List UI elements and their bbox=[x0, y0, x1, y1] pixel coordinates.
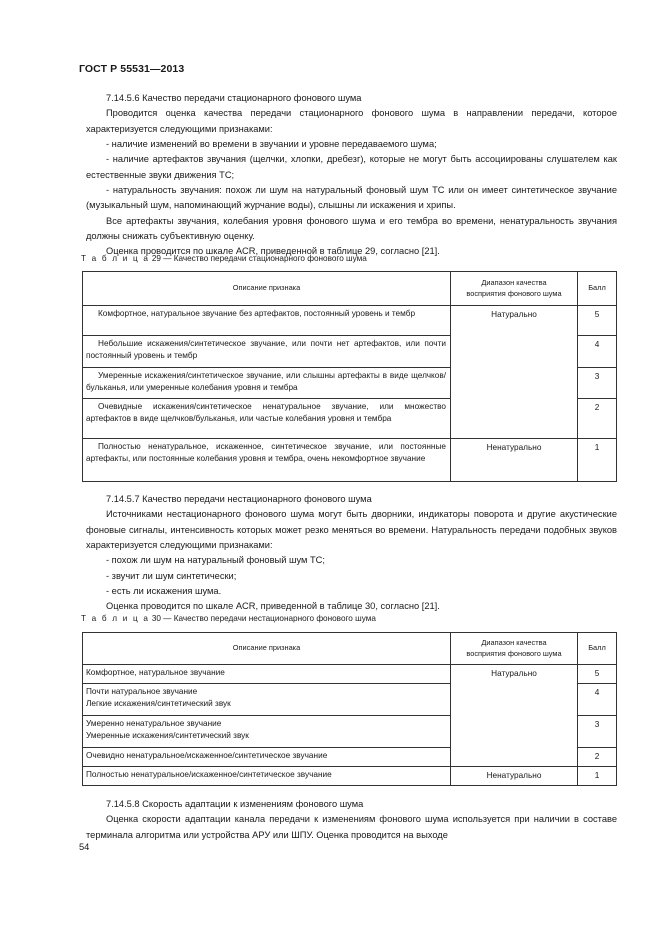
table-row bbox=[83, 439, 617, 482]
row-description-text: Очевидные искажения/синтетическое ненатуральное звучание, или множество артефактов в виде щелчков/бульканья, или частые колебания уровня и тембра bbox=[86, 402, 446, 423]
table-row bbox=[83, 767, 617, 786]
list-item: - звучит ли шум синтетически; bbox=[106, 570, 237, 581]
row-score: 4 bbox=[578, 336, 617, 368]
row-description-line2: Умеренные искажения/синтетический звук bbox=[86, 730, 249, 740]
table-caption-text: 30 — Качество передачи нестационарного фонового шума bbox=[149, 614, 376, 623]
document-header: ГОСТ Р 55531—2013 bbox=[79, 63, 185, 75]
column-header-range-line2: восприятия фонового шума bbox=[466, 288, 562, 298]
row-score: 2 bbox=[578, 748, 617, 767]
row-score: 5 bbox=[578, 665, 617, 684]
row-score: 5 bbox=[578, 306, 617, 336]
table-header-row bbox=[83, 633, 617, 665]
column-header-range bbox=[451, 272, 578, 306]
paragraph: Оценка проводится по шкале ACR, приведенной в таблице 30, согласно [21]. bbox=[106, 601, 440, 612]
row-description bbox=[83, 716, 451, 748]
table-row bbox=[83, 306, 617, 336]
row-description-text: Полностью ненатуральное, искаженное, синтетическое звучание, или постоянные артефакты, или постоянные колебания уровня и тембра, очень некомфортное звучание bbox=[86, 442, 446, 463]
row-description bbox=[83, 439, 451, 482]
list-item: - натуральность звучания: похож ли шум на натуральный фоновый шум ТС или он имеет синтетическое звучание (музыкальный шум, напоминающий журчание воды), слышны ли искажения и хрипы. bbox=[86, 185, 617, 211]
section-7-14-5-7 bbox=[86, 492, 617, 615]
range-natural: Натурально bbox=[451, 665, 578, 767]
range-unnatural: Ненатурально bbox=[451, 767, 578, 786]
table-29-caption bbox=[81, 254, 367, 264]
row-description bbox=[83, 748, 451, 767]
list-item: - похож ли шум на натуральный фоновый шум ТС; bbox=[106, 555, 325, 566]
paragraph: Все артефакты звучания, колебания уровня фонового шума и его тембра во времени, ненатуральность звучания должны снижать субъективную оценку. bbox=[86, 215, 617, 242]
row-description bbox=[83, 306, 451, 336]
row-score: 4 bbox=[578, 684, 617, 716]
table-29 bbox=[82, 271, 617, 482]
column-header-description: Описание признака bbox=[83, 633, 451, 665]
column-header-score: Балл bbox=[578, 272, 617, 306]
row-score: 2 bbox=[578, 399, 617, 439]
row-description-text: Комфортное, натуральное звучание bbox=[86, 668, 225, 677]
section-heading: 7.14.5.6 Качество передачи стационарного фонового шума bbox=[106, 93, 362, 103]
row-description-text: Комфортное, натуральное звучание без артефактов, постоянный уровень и тембр bbox=[98, 309, 416, 318]
range-natural: Натурально bbox=[451, 306, 578, 439]
table-30 bbox=[82, 632, 617, 786]
column-header-description: Описание признака bbox=[83, 272, 451, 306]
paragraph: Проводится оценка качества передачи стационарного фонового шума в направлении передачи, которое характеризуется следующими признаками: bbox=[86, 108, 617, 134]
row-description bbox=[83, 368, 451, 399]
table-header-row bbox=[83, 272, 617, 306]
row-description bbox=[83, 684, 451, 716]
section-7-14-5-6 bbox=[86, 91, 617, 260]
row-description-text: Небольшие искажения/синтетическое звучание, или почти нет артефактов, или почти постоянный уровень и тембр bbox=[86, 339, 446, 360]
table-caption-text: 29 — Качество передачи стационарного фонового шума bbox=[149, 254, 367, 263]
column-header-range-line1: Диапазон качества bbox=[481, 278, 547, 287]
column-header-range-line1: Диапазон качества bbox=[481, 638, 547, 647]
row-description bbox=[83, 767, 451, 786]
row-score: 3 bbox=[578, 368, 617, 399]
range-unnatural: Ненатурально bbox=[451, 439, 578, 482]
paragraph: Источниками нестационарного фонового шума могут быть дворники, индикаторы поворота и другие акустические фоновые сигналы, интенсивность которых может резко меняться во времени. Натуральность передачи подобных звуков характеризуется следующими признаками: bbox=[86, 509, 617, 551]
row-description bbox=[83, 399, 451, 439]
row-description-line1: Умеренно ненатуральное звучание bbox=[86, 719, 222, 728]
column-header-score: Балл bbox=[578, 633, 617, 665]
row-description-text: Полностью ненатуральное/искаженное/синтетическое звучание bbox=[86, 770, 332, 779]
table-caption-prefix: Т а б л и ц а bbox=[81, 614, 150, 623]
row-description-line1: Почти натуральное звучание bbox=[86, 687, 198, 696]
row-description bbox=[83, 665, 451, 684]
list-item: - есть ли искажения шума. bbox=[106, 586, 222, 597]
page-number: 54 bbox=[79, 842, 90, 852]
section-heading: 7.14.5.7 Качество передачи нестационарного фонового шума bbox=[106, 494, 372, 504]
list-item: - наличие изменений во времени в звучании и уровне передаваемого шума; bbox=[106, 139, 437, 150]
row-score: 3 bbox=[578, 716, 617, 748]
row-score: 1 bbox=[578, 767, 617, 786]
table-30-caption bbox=[81, 614, 376, 624]
row-score: 1 bbox=[578, 439, 617, 482]
table-row bbox=[83, 665, 617, 684]
row-description-text: Очевидно ненатуральное/искаженное/синтетическое звучание bbox=[86, 751, 328, 760]
row-description-text: Умеренные искажения/синтетическое звучание, или слышны артефакты в виде щелчков/бульканья, или умеренные колебания уровня и тембра bbox=[86, 371, 446, 392]
section-7-14-5-8 bbox=[86, 797, 617, 843]
table-caption-prefix: Т а б л и ц а bbox=[81, 254, 150, 263]
row-description bbox=[83, 336, 451, 368]
list-item: - наличие артефактов звучания (щелчки, хлопки, дребезг), которые не могут быть ассоциированы слушателем как естественные звуки движения ТС; bbox=[86, 154, 617, 180]
paragraph: Оценка скорости адаптации канала передачи к изменениям фонового шума используется при наличии в составе терминала алгоритма или устройства АРУ или ШПУ. Оценка проводится на выходе bbox=[86, 814, 617, 840]
paragraph: Оценка проводится по шкале ACR, приведенной в таблице 29, согласно [21]. bbox=[106, 246, 440, 257]
section-heading: 7.14.5.8 Скорость адаптации к изменениям фонового шума bbox=[106, 799, 364, 809]
column-header-range-line2: восприятия фонового шума bbox=[466, 648, 562, 658]
column-header-range bbox=[451, 633, 578, 665]
row-description-line2: Легкие искажения/синтетический звук bbox=[86, 698, 231, 708]
